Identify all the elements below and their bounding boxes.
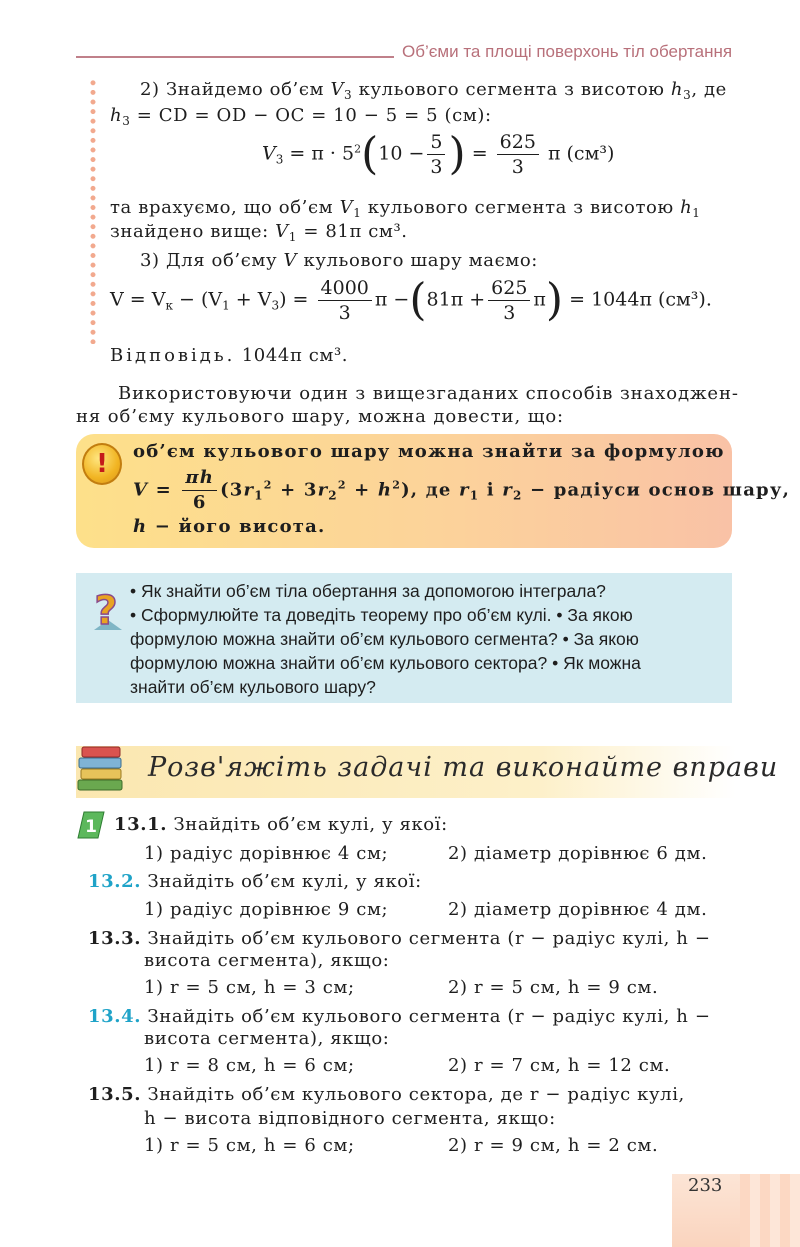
problem-13-5-opt2: 2) r = 9 см, h = 2 см. <box>448 1135 659 1156</box>
question-line: • Як знайти об’єм тіла обертання за допомогою інтеграла? <box>130 581 606 601</box>
solution-recall-line1: та врахуємо, що об’єм $V_1$ кульового сегмента з висотою $h_1$ <box>110 197 701 220</box>
level-1-badge-icon <box>76 810 106 840</box>
rule-line2: V = $\frac{\pi h}{6}$ $(3r_1^2 + 3r_2^2 + h^2)$, де $r_1$ і $r_2$ − радіуси основ шару, <box>133 467 791 513</box>
fraction-4000-3: $\frac{4000}{3}$ <box>318 276 372 325</box>
fraction-625-3-b: $\frac{625}{3}$ <box>488 276 530 325</box>
rule-line3: h − його висота. <box>133 516 326 537</box>
problem-13-2-opt1: 1) радіус дорівнює 9 см; <box>144 899 389 920</box>
problem-13-5-opt1: 1) r = 5 см, h = 6 см; <box>144 1135 355 1156</box>
problem-13-3-opt1: 1) r = 5 см, h = 3 см; <box>144 977 355 998</box>
rule-line1: об’єм кульового шару можна знайти за формулою <box>133 441 725 462</box>
problem-13-5-cont: h − висота відповідного сегмента, якщо: <box>144 1108 556 1129</box>
problem-13-2: 13.2. Знайдіть об’єм кулі, у якої: <box>88 871 422 892</box>
footer-stripes <box>740 1174 800 1247</box>
intro-line1: Використовуючи один з вищезгаданих способів знаходжен- <box>118 383 739 404</box>
solution-step2-line1: 2) Знайдемо об’єм $V_3$ кульового сегмента з висотою $h_3$, де <box>140 79 727 102</box>
question-line: знайти об’єм кульового шару? <box>130 677 376 697</box>
solution-answer: Відповідь. 1044π см³. <box>110 345 349 366</box>
problem-13-3-opt2: 2) r = 5 см, h = 9 см. <box>448 977 659 998</box>
problem-13-1-opt1: 1) радіус дорівнює 4 см; <box>144 843 389 864</box>
problem-13-3-cont: висота сегмента), якщо: <box>144 950 390 971</box>
formula-v-layer: $V = V_к - (V_1 + V_3)$ = $\frac{4000}{3}$ π −(81π + $\frac{625}{3}$ π) = 1044π (см³). <box>110 274 712 326</box>
fraction-625-3: $\frac{625}{3}$ <box>497 130 539 179</box>
question-line: формулою можна знайти об’єм кульового сегмента? • За якою <box>130 629 639 649</box>
problem-13-2-opt2: 2) діаметр дорівнює 4 дм. <box>448 899 708 920</box>
questions-text <box>130 579 724 699</box>
section-title: Розв'яжіть задачі та виконайте вправи <box>148 752 779 783</box>
running-header-title: Об’єми та площі поверхонь тіл обертання <box>402 42 733 61</box>
exclamation-icon: ! <box>82 443 122 485</box>
solution-recall-line2: знайдено вище: $V_1 = 81\pi$ см³. <box>110 221 408 244</box>
problem-13-5: 13.5. Знайдіть об’єм кульового сектора, де r − радіус кулі, <box>88 1084 685 1105</box>
svg-text:1: 1 <box>85 817 97 837</box>
books-icon <box>76 744 126 794</box>
fraction-5-3: $\frac{5}{3}$ <box>427 130 445 179</box>
problem-13-1: 13.1. Знайдіть об’єм кулі, у якої: <box>114 814 448 835</box>
intro-line2: ня об’єму кульового шару, можна довести, що: <box>76 406 565 427</box>
question-mark-icon <box>84 584 132 634</box>
dotted-margin-decoration <box>89 78 97 344</box>
header-rule <box>76 56 394 58</box>
formula-v3: $V_3 = \pi \cdot 5^2(10$ − $\frac{5}{3}$ ) = $\frac{625}{3}$ π (см³) <box>262 128 615 180</box>
problem-13-3: 13.3. Знайдіть об’єм кульового сегмента (r − радіус кулі, h − <box>88 928 711 949</box>
page-number: 233 <box>688 1175 723 1196</box>
question-line: формулою можна знайти об’єм кульового сектора? • Як можна <box>130 653 641 673</box>
svg-text:?: ? <box>94 588 118 634</box>
question-line: • Сформулюйте та доведіть теорему про об’єм кулі. • За якою <box>130 605 633 625</box>
solution-step2-line2: $h_3$ = CD = OD − OC = 10 − 5 = 5 (см): <box>110 105 492 128</box>
problem-13-4-opt2: 2) r = 7 см, h = 12 см. <box>448 1055 671 1076</box>
problem-13-1-opt2: 2) діаметр дорівнює 6 дм. <box>448 843 708 864</box>
problem-13-4-opt1: 1) r = 8 см, h = 6 см; <box>144 1055 355 1076</box>
solution-step3: 3) Для об’єму V кульового шару маємо: <box>140 250 538 271</box>
problem-13-4: 13.4. Знайдіть об’єм кульового сегмента (r − радіус кулі, h − <box>88 1006 711 1027</box>
problem-13-4-cont: висота сегмента), якщо: <box>144 1028 390 1049</box>
